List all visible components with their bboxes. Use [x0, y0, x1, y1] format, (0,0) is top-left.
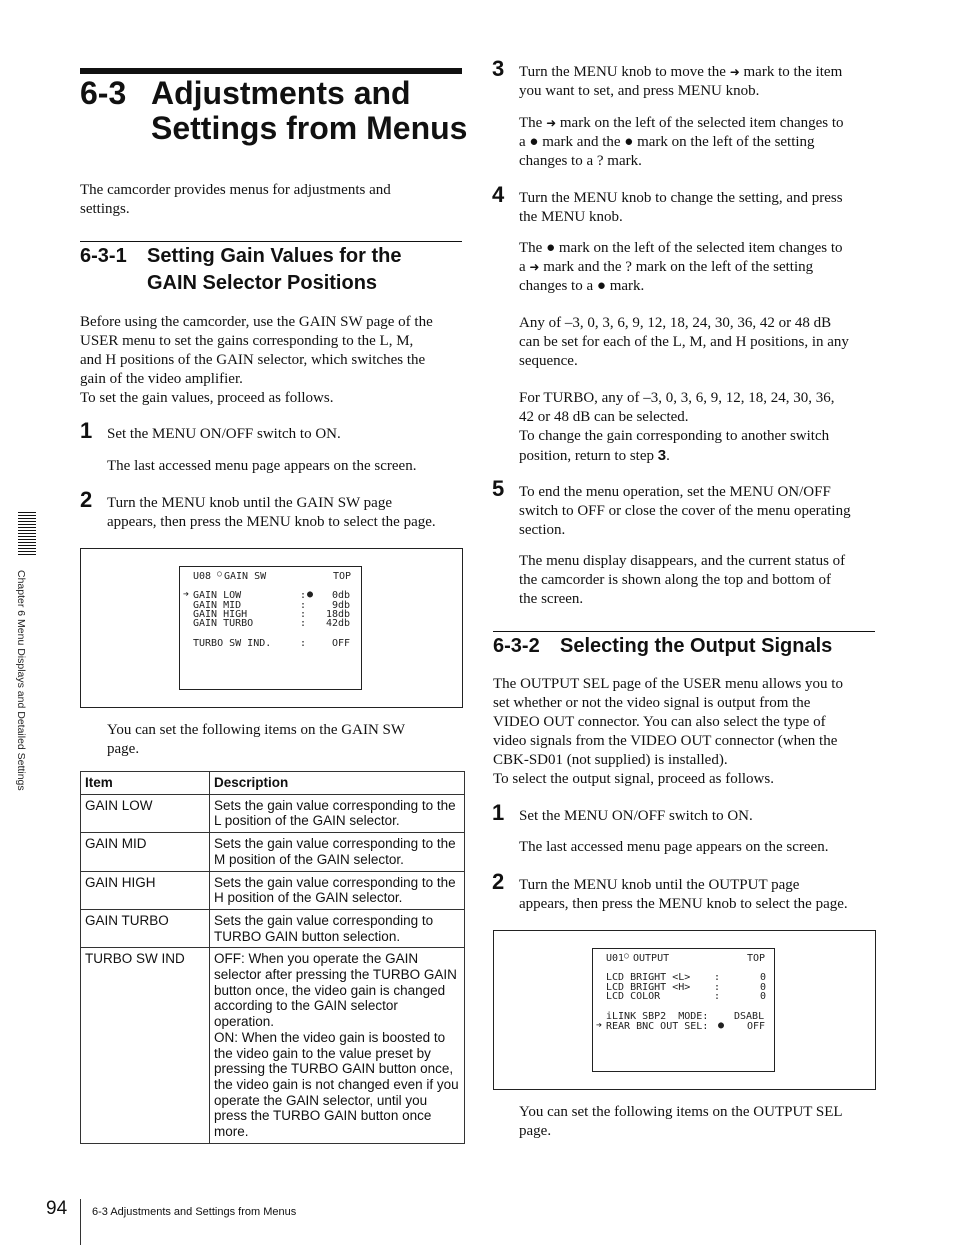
paragraph-line: To change the gain corresponding to another switch: [519, 428, 830, 444]
paragraph-line: [519, 446, 889, 466]
table-row: [81, 909, 465, 947]
table-row: [81, 871, 465, 909]
menu-screen-figure: [493, 930, 876, 1090]
subsection-number: 6-3-2: [493, 635, 540, 657]
menu-item-label: GAIN TURBO: [193, 618, 254, 629]
paragraph-line: To select the output signal, proceed as follows.: [493, 771, 774, 787]
text-run: mark.: [609, 278, 645, 294]
text-run: The: [519, 240, 543, 256]
dot-icon: ●: [529, 134, 539, 150]
menu-item-label: GAIN LOW: [193, 590, 242, 601]
paragraph-line: VIDEO OUT connector. You can also select the type of: [493, 714, 826, 730]
step-note-line: the screen.: [519, 591, 584, 607]
chapter-tab-marker: [18, 512, 36, 556]
arrow-icon: ➜: [729, 65, 740, 79]
table-cell-item: GAIN HIGH: [81, 871, 210, 909]
menu-page-title: OUTPUT: [633, 953, 670, 964]
after-screen-text: [107, 721, 467, 759]
menu-item-sep: :: [300, 590, 307, 601]
table-cell-description: Sets the gain value corresponding to the L position of the GAIN selector.: [210, 794, 465, 832]
menu-page-title: GAIN SW: [224, 571, 267, 582]
after-screen-line: page.: [519, 1123, 552, 1139]
step-note-line: [519, 133, 879, 152]
subsection-title-632: [493, 633, 883, 661]
step-note-line: changes to a ? mark.: [519, 153, 642, 169]
subsection-title-text: Selecting the Output Signals: [560, 635, 833, 657]
table-cell-item: GAIN MID: [81, 833, 210, 871]
menu-page-symbol: ○: [624, 951, 629, 960]
text-run: The: [519, 115, 543, 131]
step-note: [519, 552, 889, 609]
menu-item-value: 42db: [326, 618, 351, 629]
subsection-631-paragraph: [80, 313, 472, 408]
menu-item-label: GAIN MID: [193, 600, 242, 611]
paragraph-line: Before using the camcorder, use the GAIN SW page of the: [80, 314, 433, 330]
subsection-rule: [493, 631, 875, 632]
table-cell-description: Sets the gain value corresponding to TURBO GAIN button selection.: [210, 909, 465, 947]
text-run: mark on the left of the setting: [637, 134, 815, 150]
section-intro: [80, 181, 470, 219]
section-title-text: [151, 76, 471, 146]
menu-item-sep: :: [300, 609, 307, 620]
section-title-line2: Settings from Menus: [151, 110, 468, 146]
paragraph-line: 42 or 48 dB can be selected.: [519, 409, 689, 425]
text-run: a: [519, 134, 526, 150]
step-text: Set the MENU ON/OFF switch to ON.: [519, 808, 753, 824]
section-title-line1: Adjustments and: [151, 75, 411, 111]
text-run: mark and the ? mark on the left of the setting: [543, 259, 814, 275]
arrow-icon: ➜: [529, 260, 540, 274]
paragraph-line: set whether or not the video signal is output from the: [493, 695, 811, 711]
step-text-line: Turn the MENU knob until the OUTPUT page: [519, 877, 800, 893]
text-run: mark to the item: [743, 64, 843, 80]
step-number: 4: [492, 182, 505, 207]
subsection-632-paragraph: [493, 675, 883, 789]
after-screen-line: page.: [107, 741, 140, 757]
description-off: OFF: When you operate the GAIN selector after pressing the TURBO GAIN button once, the video gain is changed according to the GAIN selector operation.: [214, 951, 457, 1030]
paragraph-line: can be set for each of the L, M, and H positions, in any: [519, 334, 849, 350]
text-run: mark on the left of the selected item changes to: [558, 240, 843, 256]
step-note: [519, 239, 879, 296]
step-text: [107, 494, 472, 532]
paragraph-line: USER menu to set the gains corresponding to the L, M,: [80, 333, 414, 349]
table-cell-description: [210, 948, 465, 1143]
menu-item-label: iLINK SBP2 MODE:: [606, 1011, 709, 1022]
text-run: changes to a: [519, 278, 594, 294]
step-number: 1: [492, 800, 505, 825]
step-text: [519, 189, 889, 227]
menu-item-value: 18db: [326, 609, 351, 620]
menu-item-sep: :: [300, 600, 307, 611]
intro-line: settings.: [80, 201, 130, 217]
menu-item-label: LCD BRIGHT <H>: [606, 982, 691, 993]
text-run: Turn the MENU knob to move the: [519, 64, 726, 80]
menu-screen-figure: [80, 548, 463, 708]
menu-item-label: GAIN HIGH: [193, 609, 248, 620]
subsection-title-text: [147, 243, 402, 297]
menu-pointer-arrow-icon: ➔: [596, 1020, 603, 1031]
menu-item-sep: :: [300, 618, 307, 629]
paragraph-line: The OUTPUT SEL page of the USER menu allows you to: [493, 676, 843, 692]
table-cell-item: TURBO SW IND: [81, 948, 210, 1143]
step-text-line: appears, then press the MENU knob to select the page.: [519, 896, 848, 912]
step-text-line: appears, then press the MENU knob to select the page.: [107, 514, 436, 530]
menu-selected-dot-icon: ●: [718, 1020, 725, 1031]
menu-item-value: OFF: [747, 1021, 766, 1032]
menu-item-label: TURBO SW IND.: [193, 638, 272, 649]
step-reference: 3: [657, 447, 667, 464]
table-header-item: Item: [81, 772, 210, 795]
step-number: 5: [492, 476, 505, 501]
dot-icon: ●: [624, 134, 634, 150]
subsection-number: 6-3-1: [80, 245, 127, 267]
step-text-line: To end the menu operation, set the MENU ON/OFF: [519, 484, 831, 500]
menu-lcd: [179, 566, 362, 690]
arrow-icon: ➜: [546, 116, 557, 130]
text-run: a: [519, 259, 526, 275]
footer-divider: [80, 1199, 81, 1245]
section-number: 6-3: [80, 75, 127, 111]
paragraph-line: and H positions of the GAIN selector, which switches the: [80, 352, 426, 368]
text-run: position, return to step: [519, 448, 654, 464]
text-run: mark and the: [542, 134, 621, 150]
paragraph-line: sequence.: [519, 353, 578, 369]
step-note-line: [519, 114, 879, 133]
step-number: 2: [80, 487, 93, 512]
step-note-line: [519, 258, 879, 277]
menu-item-value: DSABL: [734, 1011, 765, 1022]
table-row: [81, 794, 465, 832]
menu-top-label: TOP: [333, 571, 352, 582]
dot-icon: ●: [596, 278, 606, 294]
menu-item-value: 0: [760, 972, 767, 983]
table-cell-item: GAIN TURBO: [81, 909, 210, 947]
menu-item-sep: :: [714, 991, 721, 1002]
after-screen-line: You can set the following items on the GAIN SW: [107, 722, 406, 738]
menu-pointer-arrow-icon: ➔: [183, 589, 190, 600]
table-cell-description: Sets the gain value corresponding to the H position of the GAIN selector.: [210, 871, 465, 909]
menu-page-id: U08: [193, 571, 212, 582]
step-text-line: Turn the MENU knob to change the setting, and press: [519, 190, 843, 206]
gain-sw-items-table: [80, 771, 465, 1144]
step-text-line: you want to set, and press MENU knob.: [519, 83, 760, 99]
step-note-line: [519, 277, 879, 296]
menu-item-label: LCD BRIGHT <L>: [606, 972, 691, 983]
text-run: .: [666, 448, 670, 464]
step-number: 1: [80, 418, 93, 443]
step-number: 3: [492, 56, 505, 81]
step-text: [519, 483, 889, 540]
footer-title: 6-3 Adjustments and Settings from Menus: [92, 1206, 297, 1218]
step-note: [519, 114, 879, 171]
step-note: The last accessed menu page appears on the screen.: [107, 458, 417, 474]
step-text-line: section.: [519, 522, 566, 538]
menu-item-sep: :: [714, 972, 721, 983]
step-text-line: the MENU knob.: [519, 209, 623, 225]
intro-line: The camcorder provides menus for adjustments and: [80, 182, 391, 198]
step-note: The last accessed menu page appears on the screen.: [519, 839, 829, 855]
step-text: Set the MENU ON/OFF switch to ON.: [107, 426, 341, 442]
subsection-title-line: GAIN Selector Positions: [147, 272, 378, 294]
step-text-line: [519, 63, 879, 82]
menu-top-label: TOP: [747, 953, 766, 964]
description-on: ON: When the video gain is boosted to the video gain to the value preset by pressing the TURBO GAIN button once, the video gain is not changed even if you operate the GAIN selector, until you press the TURBO GAIN button once more.: [214, 1029, 459, 1140]
menu-item-value: 0: [760, 982, 767, 993]
paragraph-line: video signals from the VIDEO OUT connector (when the: [493, 733, 838, 749]
table-cell-item: GAIN LOW: [81, 794, 210, 832]
menu-item-sep: :: [300, 638, 307, 649]
step-note-line: the camcorder is shown along the top and bottom of: [519, 572, 832, 588]
step-text: [519, 876, 889, 914]
after-screen-text: [519, 1103, 889, 1141]
section-title-bar: [80, 68, 462, 74]
paragraph-line: CBK-SD01 (not supplied) is installed).: [493, 752, 728, 768]
menu-page-id: U01: [606, 953, 625, 964]
menu-item-sep: :: [714, 982, 721, 993]
subsection-title-line: Setting Gain Values for the: [147, 245, 402, 267]
menu-item-value: 0db: [332, 590, 351, 601]
paragraph-line: To set the gain values, proceed as follows.: [80, 390, 334, 406]
menu-page-symbol: ○: [217, 569, 222, 578]
step-note-line: The menu display disappears, and the current status of: [519, 553, 846, 569]
table-row: [81, 833, 465, 871]
paragraph-line: gain of the video amplifier.: [80, 371, 243, 387]
menu-item-value: 9db: [332, 600, 351, 611]
menu-item-value: 0: [760, 991, 767, 1002]
step-note-line: [519, 239, 879, 258]
menu-item-label: LCD COLOR: [606, 991, 661, 1002]
after-screen-line: You can set the following items on the OUTPUT SEL: [519, 1104, 843, 1120]
subsection-rule: [80, 241, 462, 242]
gain-range-paragraph: [519, 314, 889, 371]
paragraph-line: For TURBO, any of –3, 0, 3, 6, 9, 12, 18, 24, 30, 36,: [519, 390, 835, 406]
turbo-paragraph: [519, 389, 889, 466]
page-number: 94: [46, 1198, 68, 1219]
step-text-line: switch to OFF or close the cover of the menu operating: [519, 503, 851, 519]
subsection-title-631: [80, 243, 470, 299]
dot-icon: ●: [546, 240, 556, 256]
table-cell-description: Sets the gain value corresponding to the M position of the GAIN selector.: [210, 833, 465, 871]
step-text-line: Turn the MENU knob until the GAIN SW page: [107, 495, 392, 511]
text-run: mark on the left of the selected item changes to: [559, 115, 844, 131]
menu-lcd: [592, 948, 775, 1072]
menu-item-label: REAR BNC OUT SEL:: [606, 1021, 709, 1032]
table-header-row: [81, 772, 465, 795]
step-number: 2: [492, 869, 505, 894]
table-row: [81, 948, 465, 1143]
table-header-description: Description: [210, 772, 465, 795]
paragraph-line: Any of –3, 0, 3, 6, 9, 12, 18, 24, 30, 36, 42 or 48 dB: [519, 315, 832, 331]
menu-selected-dot-icon: ●: [307, 589, 314, 600]
chapter-tab-label: Chapter 6 Menu Displays and Detailed Settings: [15, 570, 27, 791]
step-text: [519, 63, 879, 101]
menu-item-value: OFF: [332, 638, 351, 649]
